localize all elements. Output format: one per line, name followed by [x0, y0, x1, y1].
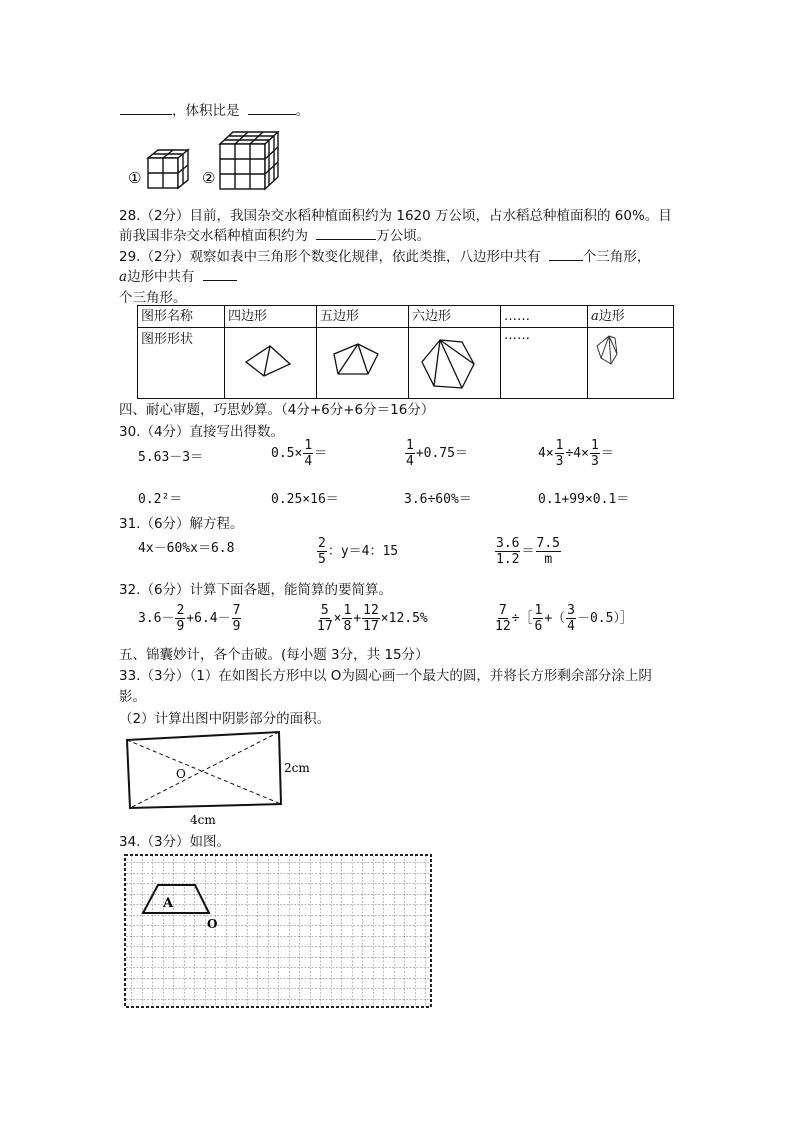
q32-title: 32.（6分）计算下面各题，能简算的要简算。: [119, 582, 393, 598]
table-cell: ……: [501, 306, 588, 328]
q30-title: 30.（4分）直接写出得数。: [119, 424, 285, 440]
q28-line1: 28.（2分）目前，我国杂交水稻种植面积约为 1620 万公顷，占水稻总种植面积的 60%。目: [119, 208, 672, 224]
q30-r1c2: 0.5× $\frac{1}{4}$ ＝: [271, 438, 328, 469]
table-shape-row: [138, 328, 674, 399]
q27-line: ，体积比是 。: [120, 99, 309, 119]
center-o-label: O: [176, 767, 186, 781]
point-o-label: O: [207, 917, 218, 931]
triangle-table: [137, 305, 674, 399]
q30-r1c4: 4× $\frac{1}{3}$ ÷4× $\frac{1}{3}$ ＝: [538, 438, 614, 469]
answer-blank[interactable]: [316, 225, 376, 240]
q30-r2c1: 0.2²＝: [138, 492, 183, 507]
polygon-a-shape: [588, 328, 674, 399]
table-cell: 四边形: [225, 306, 317, 328]
answer-blank[interactable]: [248, 100, 296, 115]
q30-r2c2: 0.25×16＝: [271, 492, 339, 507]
cube-label-2: ②: [202, 169, 216, 187]
grid-figure: [121, 852, 435, 1012]
q30-r1c1: 5.63－3＝: [138, 450, 204, 465]
q31-eq2: $\frac{2}{5}$ ：y＝4：15: [318, 536, 399, 567]
q29-line3: 个三角形。: [119, 290, 187, 306]
table-cell: ……: [501, 328, 588, 399]
table-cell: 图形形状: [138, 328, 225, 399]
section5-title: 五、锦囊妙计，各个击破。(每小题 3分，共 15分）: [119, 647, 429, 663]
q32-e1: 3.6－ $\frac{2}{9}$ +6.4－ $\frac{7}{9}$: [138, 603, 241, 634]
quadrilateral-shape: [225, 328, 317, 399]
q32-e2: $\frac{5}{17}$ × $\frac{1}{8}$ + $\frac{12}{17}$ ×12.5%: [317, 603, 428, 634]
height-label: 2cm: [284, 761, 310, 775]
q31-eq1: 4x－60%x＝6.8: [138, 541, 235, 556]
pentagon-shape: [317, 328, 409, 399]
q29-line2: a边形中共有: [119, 265, 237, 285]
section4-title: 四、耐心审题，巧思妙算。（4分+6分+6分＝16分）: [119, 402, 435, 418]
q29-line1: 29.（2分）观察如表中三角形个数变化规律，依此类推，八边形中共有 个三角形，: [119, 245, 650, 265]
q33-line2: 影。: [119, 689, 146, 705]
rectangle-figure: [122, 728, 322, 828]
answer-blank[interactable]: [120, 100, 172, 115]
q34-title: 34.（3分）如图。: [119, 834, 231, 850]
cubes-figure: [120, 126, 290, 194]
table-cell: 图形名称: [138, 306, 225, 328]
hexagon-shape: [409, 328, 501, 399]
q30-r1c3: $\frac{1}{4}$ +0.75＝: [406, 438, 468, 469]
table-header-row: [138, 306, 674, 328]
table-cell: 六边形: [409, 306, 501, 328]
q31-eq3: $\frac{3.6}{1.2}$ ＝ $\frac{7.5}{m}$: [496, 536, 560, 567]
table-cell: a边形: [588, 306, 674, 328]
answer-blank[interactable]: [549, 246, 583, 261]
q28-line2: 前我国非杂交水稻种植面积约为 万公顷。: [119, 224, 430, 244]
answer-blank[interactable]: [203, 266, 237, 281]
shape-a-label: A: [163, 896, 174, 911]
cube-label-1: ①: [128, 169, 142, 187]
q31-title: 31.（6分）解方程。: [119, 516, 244, 532]
q33-line3: （2）计算出图中阴影部分的面积。: [119, 711, 331, 727]
q32-e3: $\frac{7}{12}$ ÷［ $\frac{1}{6}$ +（ $\frac{3}{4}$ －0.5）］: [495, 603, 633, 634]
q33-line1: 33.（3分）（1）在如图长方形中以 O为圆心画一个最大的圆，并将长方形剩余部分涂上阴: [119, 668, 652, 684]
q30-r2c4: 0.1+99×0.1＝: [538, 492, 630, 507]
table-cell: 五边形: [317, 306, 409, 328]
width-label: 4cm: [190, 813, 216, 827]
q30-r2c3: 3.6÷60%＝: [404, 492, 472, 507]
